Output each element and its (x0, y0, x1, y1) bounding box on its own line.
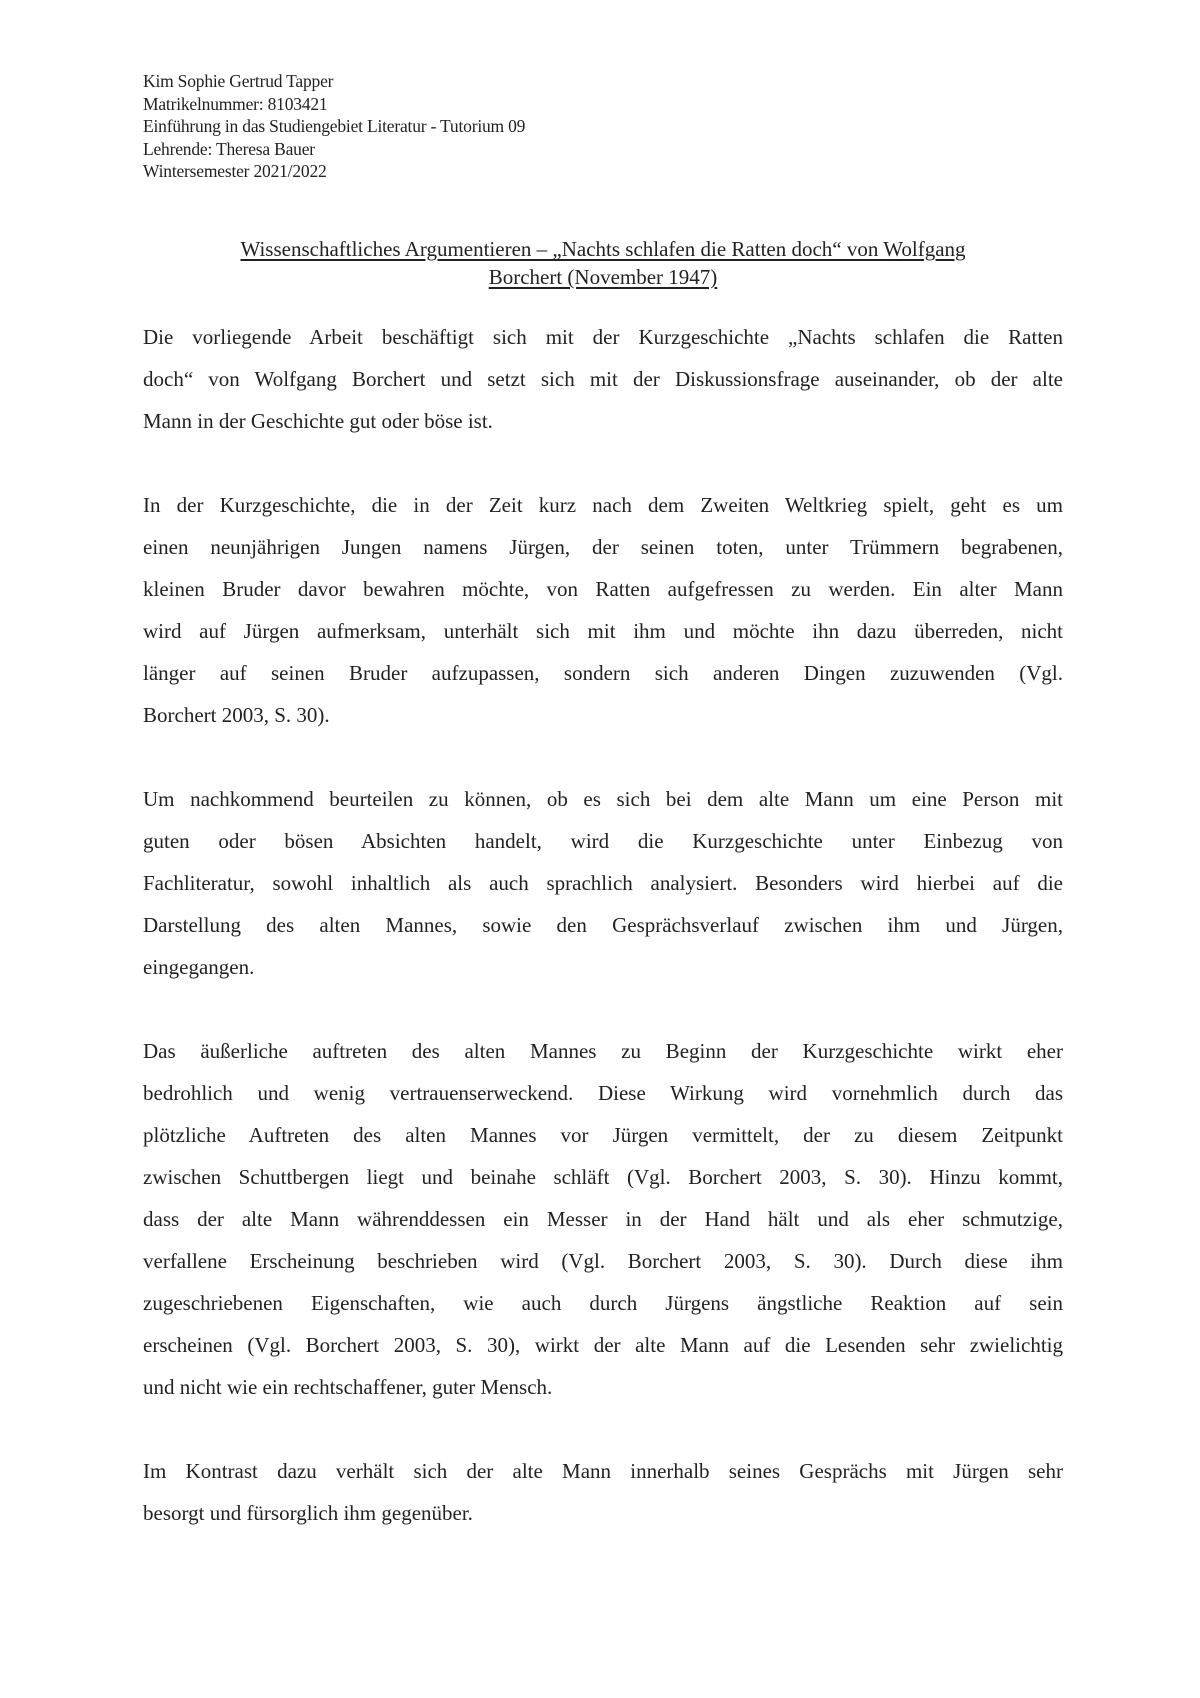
text-line: Mann in der Geschichte gut oder böse ist. (143, 409, 493, 433)
title-line-1: Wissenschaftliches Argumentieren – „Nachts schlafen die Ratten doch“ von Wolfgang (240, 237, 966, 261)
paragraph-appearance (143, 1030, 1063, 1408)
author-name: Kim Sophie Gertrud Tapper (143, 71, 334, 91)
text-line: Fachliteratur, sowohl inhaltlich als auch sprachlich analysiert. Besonders wird hierbei auf die (143, 871, 1063, 895)
text-line: Borchert 2003, S. 30). (143, 703, 330, 727)
text-line: zwischen Schuttbergen liegt und beinahe schläft (Vgl. Borchert 2003, S. 30). Hinzu kommt, (143, 1165, 1063, 1189)
text-line: besorgt und fürsorglich ihm gegenüber. (143, 1501, 473, 1525)
document-body (143, 316, 1063, 1576)
text-line: Im Kontrast dazu verhält sich der alte Mann innerhalb seines Gesprächs mit Jürgen sehr (143, 1459, 1063, 1483)
paragraph-summary (143, 484, 1063, 736)
text-line: erscheinen (Vgl. Borchert 2003, S. 30), wirkt der alte Mann auf die Lesenden sehr zwielichtig (143, 1333, 1063, 1357)
paragraph-method (143, 778, 1063, 988)
text-line: und nicht wie ein rechtschaffener, guter Mensch. (143, 1375, 553, 1399)
text-line: Um nachkommend beurteilen zu können, ob es sich bei dem alte Mann um eine Person mit (143, 787, 1063, 811)
text-line: verfallene Erscheinung beschrieben wird (Vgl. Borchert 2003, S. 30). Durch diese ihm (143, 1249, 1063, 1273)
text-line: bedrohlich und wenig vertrauenserweckend. Diese Wirkung wird vornehmlich durch das (143, 1081, 1063, 1105)
text-line: kleinen Bruder davor bewahren möchte, von Ratten aufgefressen zu werden. Ein alter Mann (143, 577, 1063, 601)
document-header (143, 70, 743, 183)
text-line: zugeschriebenen Eigenschaften, wie auch durch Jürgens ängstliche Reaktion auf sein (143, 1291, 1063, 1315)
text-line: doch“ von Wolfgang Borchert und setzt sich mit der Diskussionsfrage auseinander, ob der alte (143, 367, 1063, 391)
teacher-name: Lehrende: Theresa Bauer (143, 138, 315, 159)
text-line: In der Kurzgeschichte, die in der Zeit kurz nach dem Zweiten Weltkrieg spielt, geht es um (143, 493, 1063, 517)
text-line: Das äußerliche auftreten des alten Mannes zu Beginn der Kurzgeschichte wirkt eher (143, 1039, 1063, 1063)
text-line: einen neunjährigen Jungen namens Jürgen, der seinen toten, unter Trümmern begrabenen, (143, 535, 1063, 559)
title-line-2: Borchert (November 1947) (488, 265, 718, 289)
text-line: guten oder bösen Absichten handelt, wird die Kurzgeschichte unter Einbezug von (143, 829, 1063, 853)
semester: Wintersemester 2021/2022 (143, 161, 327, 181)
text-line: eingegangen. (143, 955, 255, 979)
course-name: Einführung in das Studiengebiet Literatur - Tutorium 09 (143, 116, 526, 136)
text-line: länger auf seinen Bruder aufzupassen, sondern sich anderen Dingen zuzuwenden (Vgl. (143, 661, 1063, 685)
matriculation-number: Matrikelnummer: 8103421 (143, 93, 328, 114)
text-line: Darstellung des alten Mannes, sowie den Gesprächsverlauf zwischen ihm und Jürgen, (143, 913, 1063, 937)
text-line: Die vorliegende Arbeit beschäftigt sich mit der Kurzgeschichte „Nachts schlafen die Ratten (143, 325, 1063, 349)
document-title (143, 235, 1063, 291)
text-line: dass der alte Mann währenddessen ein Messer in der Hand hält und als eher schmutzige, (143, 1207, 1063, 1231)
paragraph-intro (143, 316, 1063, 442)
paragraph-contrast (143, 1450, 1063, 1534)
text-line: plötzliche Auftreten des alten Mannes vor Jürgen vermittelt, der zu diesem Zeitpunkt (143, 1123, 1063, 1147)
text-line: wird auf Jürgen aufmerksam, unterhält sich mit ihm und möchte ihn dazu überreden, nicht (143, 619, 1063, 643)
